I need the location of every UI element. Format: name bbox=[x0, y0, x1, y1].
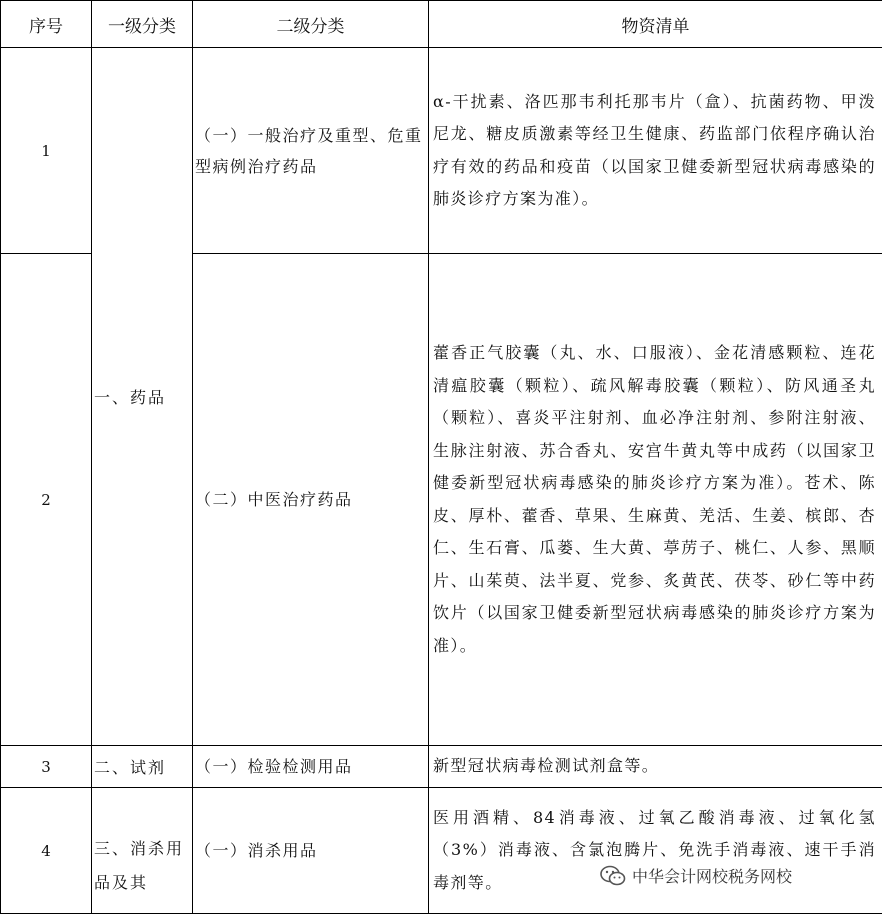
row-items: 新型冠状病毒检测试剂盒等。 bbox=[429, 746, 882, 788]
watermark bbox=[596, 862, 796, 889]
row-seq: 2 bbox=[1, 254, 92, 746]
row-level2: （一）检验检测用品 bbox=[193, 746, 429, 788]
row-items: 藿香正气胶囊（丸、水、口服液）、金花清感颗粒、连花清瘟胶囊（颗粒）、疏风解毒胶囊（颗粒）、防风通圣丸（颗粒）、喜炎平注射剂、血必净注射剂、参附注射液、生脉注射液、苏合香丸、安宫牛黄丸等中成药（以国家卫健委新型冠状病毒感染的肺炎诊疗方案为准）。苍术、陈皮、厚朴、藿香、草果、生麻黄、羌活、生姜、槟郎、杏仁、生石膏、瓜蒌、生大黄、葶苈子、桃仁、人参、黑顺片、山茱萸、法半夏、党参、炙黄芪、茯苓、砂仁等中药饮片（以国家卫健委新型冠状病毒感染的肺炎诊疗方案为准）。 bbox=[429, 254, 882, 746]
row-seq: 4 bbox=[1, 788, 92, 914]
table-row bbox=[1, 788, 882, 914]
row-level1: 二、试剂 bbox=[92, 746, 193, 788]
row-level2: （一）一般治疗及重型、危重型病例治疗药品 bbox=[193, 48, 429, 254]
row-level2: （二）中医治疗药品 bbox=[193, 254, 429, 746]
row-items: 医用酒精、84消毒液、过氧乙酸消毒液、过氧化氢（3%）消毒液、含氯泡腾片、免洗手消毒液、速干手消毒剂等。 bbox=[429, 788, 882, 914]
row-level1: 三、消杀用品及其 bbox=[92, 788, 193, 914]
table-row bbox=[1, 48, 882, 254]
row-seq: 3 bbox=[1, 746, 92, 788]
header-seq: 序号 bbox=[1, 1, 92, 48]
level1-drugs: 一、药品 bbox=[92, 48, 193, 746]
header-level1: 一级分类 bbox=[92, 1, 193, 48]
row-seq: 1 bbox=[1, 48, 92, 254]
wechat-icon bbox=[600, 865, 626, 887]
table-row bbox=[1, 746, 882, 788]
header-level2: 二级分类 bbox=[193, 1, 429, 48]
header-row bbox=[1, 1, 882, 48]
row-level2: （一）消杀用品 bbox=[193, 788, 429, 914]
header-list: 物资清单 bbox=[429, 1, 882, 48]
row-items: α-干扰素、洛匹那韦利托那韦片（盒）、抗菌药物、甲泼尼龙、糖皮质激素等经卫生健康、药监部门依程序确认治疗有效的药品和疫苗（以国家卫健委新型冠状病毒感染的肺炎诊疗方案为准）。 bbox=[429, 48, 882, 254]
watermark-text: 中华会计网校税务网校 bbox=[632, 867, 793, 886]
